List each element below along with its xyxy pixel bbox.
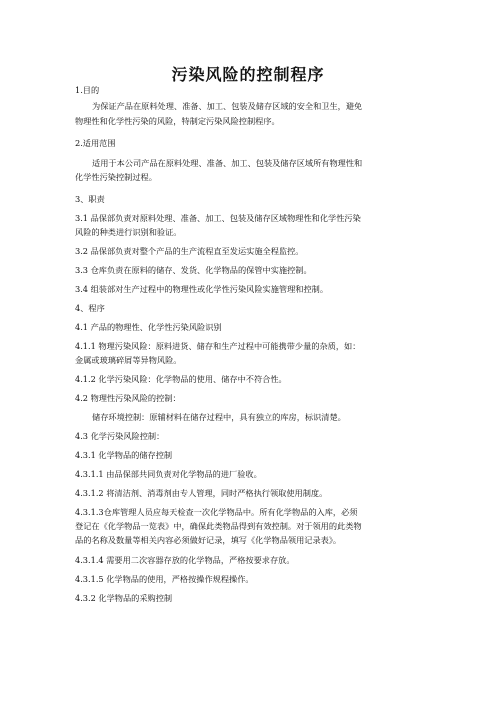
paragraph-line: 登记在《化学物品一览表》中，确保此类物品得到有效控制。对于领用的此类物 <box>75 521 362 531</box>
paragraph-line: 储存环境控制：原辅材料在储存过程中，具有独立的库房，标识清楚。 <box>92 412 346 422</box>
section-heading: 2.适用范围 <box>75 138 116 148</box>
section-heading: 3、职责 <box>75 194 105 204</box>
paragraph-line: 4.1.1 物理污染风险：原料进货、储存和生产过程中可能携带少量的杂质，如： <box>75 341 361 351</box>
paragraph-line: 金属或玻璃碎屑等异物风险。 <box>75 355 182 365</box>
paragraph-line: 3.3 仓库负责在原料的储存、发货、化学物品的保管中实施控制。 <box>75 265 312 275</box>
paragraph-line: 4.3.1.4 需要用二次容器存放的化学物品，严格按要求存放。 <box>75 555 295 565</box>
subsection-heading: 4.1 产品的物理性、化学性污染风险识别 <box>75 322 222 332</box>
subsection-heading: 4.3.1 化学物品的储存控制 <box>75 450 173 460</box>
paragraph-line: 4.3.1.5 化学物品的使用，严格按操作规程操作。 <box>75 574 254 584</box>
paragraph-line: 4.3.1.3仓库管理人员应每天检查一次化学物品中。所有化学物品的入库，必须 <box>75 507 358 517</box>
paragraph-line: 4.1.2 化学污染风险：化学物品的使用、储存中不符合性。 <box>75 374 287 384</box>
subsection-heading: 4.3.2 化学物品的采购控制 <box>75 593 173 603</box>
paragraph-line: 适用于本公司产品在原料处理、准备、加工、包装及储存区域所有物理性和 <box>92 158 363 168</box>
paragraph-line: 3.4 组装部对生产过程中的物理性或化学性污染风险实施管理和控制。 <box>75 284 329 294</box>
paragraph-line: 4.3.1.2 将清洁剂、消毒剂由专人管理，同时严格执行领取使用制度。 <box>75 488 328 498</box>
paragraph-line: 3.2 品保部负责对整个产品的生产流程直至发运实施全程监控。 <box>75 246 304 256</box>
document-title: 污染风险的控制程序 <box>171 65 325 84</box>
section-heading: 4、程序 <box>75 303 105 313</box>
subsection-heading: 4.2 物理性污染风险的控制： <box>75 393 181 403</box>
paragraph-line: 4.3.1.1 由品保部共同负责对化学物品的进厂验收。 <box>75 469 262 479</box>
paragraph-line: 为保证产品在原料处理、准备、加工、包装及储存区域的安全和卫生，避免 <box>92 101 363 111</box>
paragraph-line: 品的名称及数量等相关内容必须做好记录，填写《化学物品领用记录表》。 <box>75 535 342 545</box>
paragraph-line: 物理性和化学性污染的风险，特制定污染风险控制程序。 <box>75 116 280 126</box>
paragraph-line: 化学性污染控制过程。 <box>75 172 157 182</box>
subsection-heading: 4.3 化学污染风险控制： <box>75 431 165 441</box>
section-heading: 1.目的 <box>75 85 100 95</box>
paragraph-line: 3.1 品保部负责对原料处理、准备、加工、包装及储存区域物理性和化学性污染 <box>75 213 361 223</box>
paragraph-line: 风险的种类进行识别和验证。 <box>75 227 182 237</box>
